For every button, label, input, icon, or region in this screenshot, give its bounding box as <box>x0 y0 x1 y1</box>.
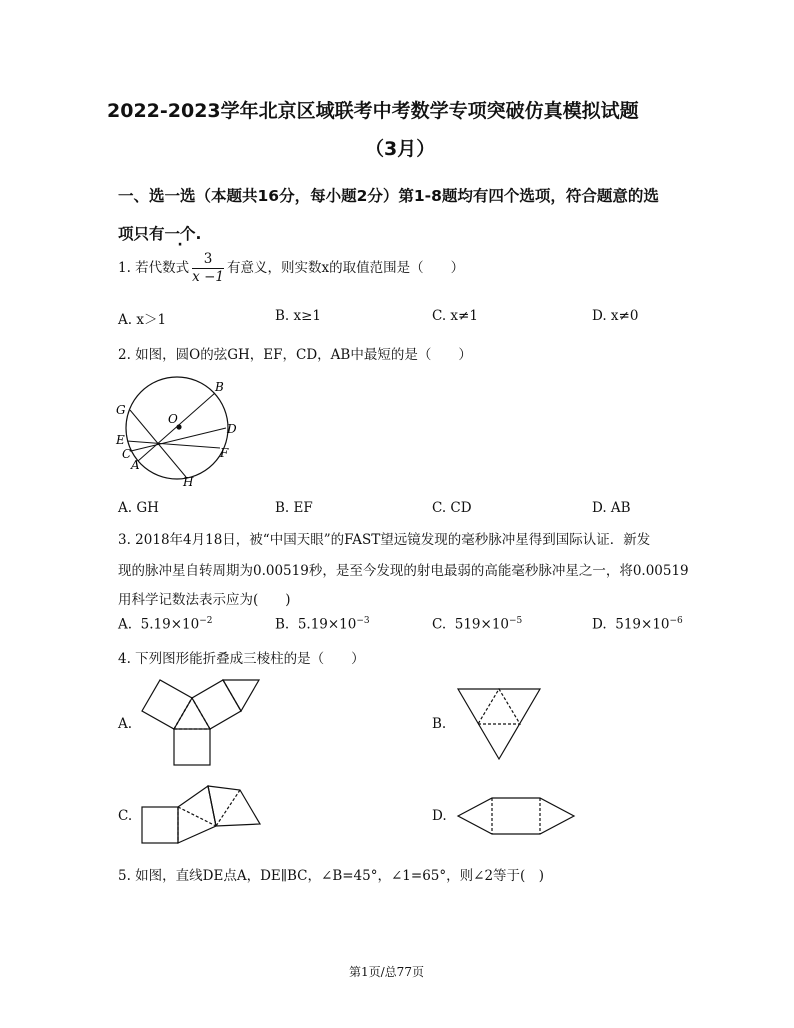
label-G: G <box>116 403 126 417</box>
q4-stem: 4. 下列图形能折叠成三棱柱的是（ ） <box>118 651 365 667</box>
section-heading-pre: 项只有 <box>118 225 165 243</box>
q3-b-base: 5.19×10 <box>297 616 357 633</box>
q1-pre: 1. 若代数式 <box>118 260 190 276</box>
q1-option-d: D. x≠0 <box>592 308 639 324</box>
q2-circle-figure <box>112 376 242 488</box>
section-heading-cont <box>118 222 201 244</box>
q3-c-label: C. <box>432 616 447 633</box>
q1-option-c: C. x≠1 <box>432 308 478 324</box>
q1-option-a: A. x＞1 <box>118 312 167 328</box>
section-heading-post: . <box>195 225 202 243</box>
q2-option-b: B. EF <box>275 500 313 516</box>
label-H: H <box>183 475 194 488</box>
q3-a-label: A. <box>118 616 133 633</box>
label-B: B <box>215 380 224 394</box>
q1-post: 有意义，则实数x的取值范围是（ ） <box>226 260 465 276</box>
q3-c-base: 519×10 <box>454 616 509 633</box>
q3-option-b <box>275 616 370 633</box>
q3-d-base: 519×10 <box>615 616 670 633</box>
label-F: F <box>220 446 229 460</box>
page-footer: 第1页/总77页 <box>349 965 424 979</box>
q4-option-a-label: A. <box>118 716 133 732</box>
section-heading-emph: 一个 <box>164 225 196 243</box>
q2-stem: 2. 如图，圆O的弦GH，EF，CD，AB中最短的是（ ） <box>118 347 472 363</box>
q1-stem <box>118 251 464 286</box>
page-title: 2022-2023学年北京区域联考中考数学专项突破仿真模拟试题 <box>107 100 639 122</box>
q3-option-a <box>118 616 212 633</box>
q2-option-d: D. AB <box>592 500 631 516</box>
q3-b-label: B. <box>275 616 290 633</box>
q3-line1: 3. 2018年4月18日，被“中国天眼”的FAST望远镜发现的毫秒脉冲星得到国际认证．新发 <box>118 532 651 548</box>
q3-b-exp: −3 <box>356 616 370 626</box>
q2-option-c: C. CD <box>432 500 472 516</box>
q3-d-label: D. <box>592 616 607 633</box>
q5-stem: 5. 如图，直线DE点A，DE∥BC，∠B=45°，∠1=65°，则∠2等于( ) <box>118 868 545 884</box>
q3-line3: 用科学记数法表示应为( ) <box>118 592 291 608</box>
label-A: A <box>131 458 140 472</box>
q4-figure-d <box>456 796 576 836</box>
q3-c-exp: −5 <box>509 616 523 626</box>
q3-a-exp: −2 <box>199 616 213 626</box>
q1-option-b: B. x≥1 <box>275 308 322 324</box>
q3-d-exp: −6 <box>669 616 683 626</box>
q4-figure-a <box>138 676 263 768</box>
q3-line2: 现的脉冲星自转周期为0.00519秒，是至今发现的射电最弱的高能毫秒脉冲星之一，将0.00519 <box>118 563 689 579</box>
q1-fraction <box>192 251 224 286</box>
label-E: E <box>116 433 125 447</box>
q3-a-base: 5.19×10 <box>140 616 200 633</box>
q1-frac-den: x −1 <box>192 269 224 285</box>
q3-option-d <box>592 616 683 633</box>
label-C: C <box>122 447 132 461</box>
page-subtitle: （3月） <box>365 138 436 160</box>
q4-option-b-label: B. <box>432 716 447 732</box>
q4-option-d-label: D. <box>432 808 447 824</box>
q4-option-c-label: C. <box>118 808 133 824</box>
q4-figure-b <box>456 686 542 762</box>
q1-frac-num: 3 <box>192 251 224 269</box>
section-heading: 一、选一选（本题共16分，每小题2分）第1-8题均有四个选项，符合题意的选 <box>118 187 659 205</box>
q4-figure-c <box>140 784 264 846</box>
label-D: D <box>227 422 237 436</box>
q3-option-c <box>432 616 522 633</box>
label-O: O <box>168 412 178 426</box>
q2-option-a: A. GH <box>118 500 159 516</box>
